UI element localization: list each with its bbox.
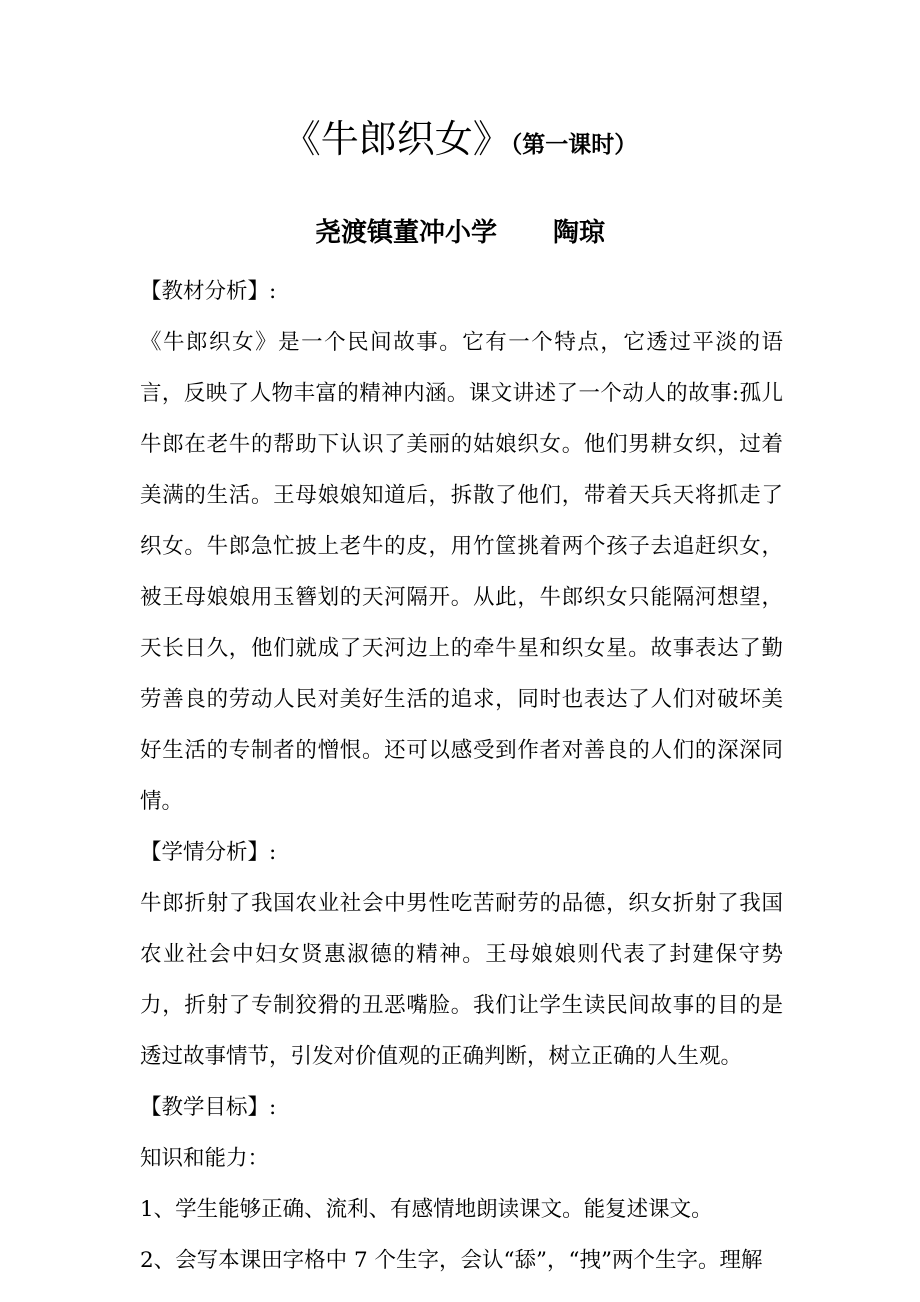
goal-item-2: 2、会写本课田字格中 7 个生字，会认“舔”，“拽”两个生字。理解 <box>140 1248 763 1273</box>
title-main: 《牛郎织女》 <box>282 117 511 161</box>
paragraph-student-analysis: 牛郎折射了我国农业社会中男性吃苦耐劳的品德，织女折射了我国农业社会中妇女贤惠淑德的精神。王母娘娘则代表了封建保守势力，折射了专制狡猾的丑恶嘴脸。我们让学生读民间故事的目的是透过故事情节，引发对价值观的正确判断，树立正确的人生观。 <box>140 891 783 1069</box>
school-name: 尧渡镇董冲小学 <box>314 218 497 248</box>
subheading-knowledge-ability: 知识和能力： <box>140 1146 270 1171</box>
section-heading-material-analysis: 【教材分析】: <box>140 279 277 304</box>
document-body <box>140 266 783 1286</box>
paragraph-material-analysis: 《牛郎织女》是一个民间故事。它有一个特点，它透过平淡的语言，反映了人物丰富的精神内涵。课文讲述了一个动人的故事:孤儿牛郎在老牛的帮助下认识了美丽的姑娘织女。他们男耕女织，过着美满的生活。王母娘娘知道后，拆散了他们，带着天兵天将抓走了织女。牛郎急忙披上老牛的皮，用竹筐挑着两个孩子去追赶织女，被王母娘娘用玉簪划的天河隔开。从此，牛郎织女只能隔河想望，天长日久，他们就成了天河边上的牵牛星和织女星。故事表达了勤劳善良的劳动人民对美好生活的追求，同时也表达了人们对破坏美好生活的专制者的憎恨。还可以感受到作者对善良的人们的深深同情。 <box>140 330 783 814</box>
document-title <box>0 117 920 161</box>
section-heading-teaching-goals: 【教学目标】: <box>140 1095 277 1120</box>
goal-item-1: 1、学生能够正确、流利、有感情地朗读课文。能复述课文。 <box>140 1197 713 1222</box>
title-subtitle: （第一课时） <box>510 132 638 158</box>
author-line <box>0 212 920 249</box>
author-name: 陶琼 <box>553 218 606 248</box>
section-heading-student-analysis: 【学情分析】: <box>140 840 277 865</box>
